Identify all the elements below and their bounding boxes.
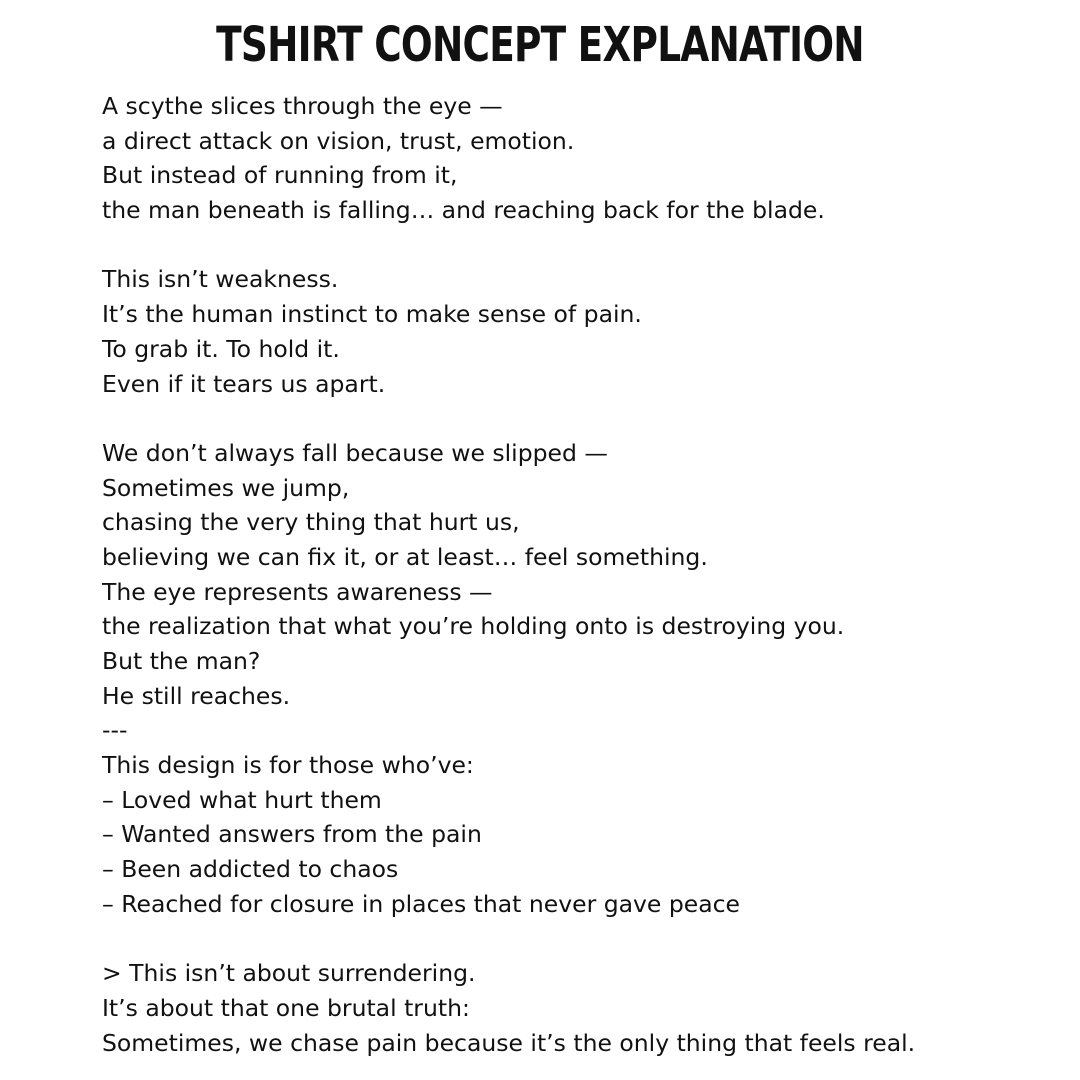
text-line: We don’t always fall because we slipped — (102, 438, 608, 467)
separator-line: --- (102, 716, 128, 745)
text-line: To grab it. To hold it. (102, 334, 340, 363)
text-line: Sometimes, we chase pain because it’s the only thing that feels real. (102, 1028, 916, 1057)
text-line: the man beneath is falling… and reaching back for the blade. (102, 196, 825, 225)
text-line: It’s the human instinct to make sense of pain. (102, 300, 642, 329)
text-line: But instead of running from it, (102, 161, 458, 190)
list-item: – Wanted answers from the pain (102, 820, 482, 849)
text-line: believing we can fix it, or at least… feel something. (102, 542, 708, 571)
stanza-break (102, 228, 1062, 263)
text-line: It’s about that one brutal truth: (102, 993, 470, 1022)
text-line: chasing the very thing that hurt us, (102, 508, 520, 537)
text-line: Sometimes we jump, (102, 473, 350, 502)
text-line: This design is for those who’ve: (102, 751, 474, 780)
text-line: This isn’t weakness. (102, 265, 339, 294)
text-line: Even if it tears us apart. (102, 369, 386, 398)
page-title: TSHIRT CONCEPT EXPLANATION (216, 17, 864, 73)
text-line: The eye represents awareness — (102, 577, 493, 606)
text-line: a direct attack on vision, trust, emotion. (102, 126, 575, 155)
list-item: – Reached for closure in places that never gave peace (102, 889, 741, 918)
stanza-break (102, 922, 1062, 957)
quote-line: > This isn’t about surrendering. (102, 959, 476, 988)
list-item: – Been addicted to chaos (102, 855, 399, 884)
concept-text (102, 89, 1062, 1060)
text-line: He still reaches. (102, 681, 291, 710)
list-item: – Loved what hurt them (102, 785, 382, 814)
text-line: A scythe slices through the eye — (102, 92, 503, 120)
text-line: the realization that what you’re holding onto is destroying you. (102, 612, 845, 641)
stanza-break (102, 401, 1062, 436)
text-line: But the man? (102, 647, 261, 675)
